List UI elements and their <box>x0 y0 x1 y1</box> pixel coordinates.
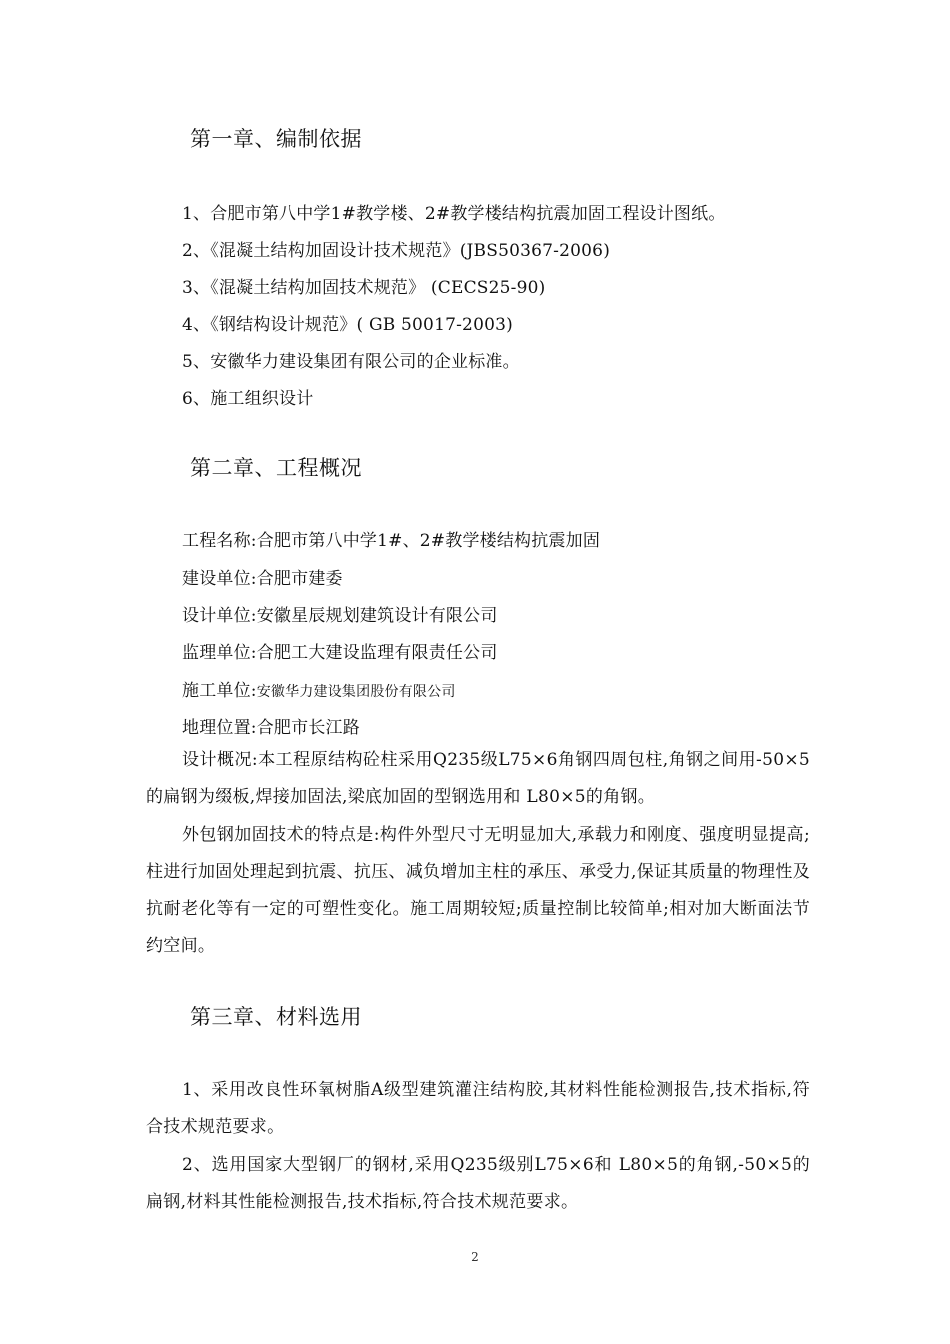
construction-unit-value: 安徽华力建设集团股份有限公司 <box>256 684 456 700</box>
ch1-item-5: 5、安徽华力建设集团有限公司的企业标准。 <box>182 352 520 372</box>
design-overview: 设计概况:本工程原结构砼柱采用Q235级L75×6角钢四周包柱,角钢之间用-50×5的扁钢为缀板,焊接加固法,梁底加固的型钢选用和 L80×5的角钢。 <box>146 750 810 807</box>
chapter-2-title: 第二章、工程概况 <box>190 456 362 480</box>
page-number: 2 <box>471 1250 479 1264</box>
construction-unit-label: 施工单位: <box>182 681 257 701</box>
chapter-1-title: 第一章、编制依据 <box>190 127 362 151</box>
ch1-item-1: 1、合肥市第八中学1#教学楼、2#教学楼结构抗震加固工程设计图纸。 <box>182 204 726 224</box>
supervision-unit: 监理单位:合肥工大建设监理有限责任公司 <box>182 643 498 663</box>
location: 地理位置:合肥市长江路 <box>182 718 360 738</box>
ch1-item-4: 4、《钢结构设计规范》( GB 50017-2003) <box>182 315 513 335</box>
material-item-2: 2、选用国家大型钢厂的钢材,采用Q235级别L75×6和 L80×5的角钢,-50×5的扁钢,材料其性能检测报告,技术指标,符合技术规范要求。 <box>146 1155 810 1212</box>
ch1-item-3: 3、《混凝土结构加固技术规范》 (CECS25-90) <box>182 278 546 298</box>
project-name: 工程名称:合肥市第八中学1#、2#教学楼结构抗震加固 <box>182 531 601 551</box>
owner-unit: 建设单位:合肥市建委 <box>182 569 343 589</box>
technique-features: 外包钢加固技术的特点是:构件外型尺寸无明显加大,承载力和刚度、强度明显提高; 柱进行加固处理起到抗震、抗压、减负增加主柱的承压、承受力,保证其质量的物理性及抗耐老化等有一定的可塑性变化。施工周期较短;质量控制比较简单;相对加大断面法节约空间。 <box>146 825 810 956</box>
chapter-3-title: 第三章、材料选用 <box>190 1005 362 1029</box>
ch1-item-6: 6、施工组织设计 <box>182 389 314 409</box>
ch1-item-2: 2、《混凝土结构加固设计技术规范》(JBS50367-2006) <box>182 241 611 261</box>
design-unit: 设计单位:安徽星辰规划建筑设计有限公司 <box>182 606 498 626</box>
construction-unit <box>182 676 456 701</box>
material-item-1: 1、采用改良性环氧树脂A级型建筑灌注结构胶,其材料性能检测报告,技术指标,符合技术规范要求。 <box>146 1080 810 1137</box>
